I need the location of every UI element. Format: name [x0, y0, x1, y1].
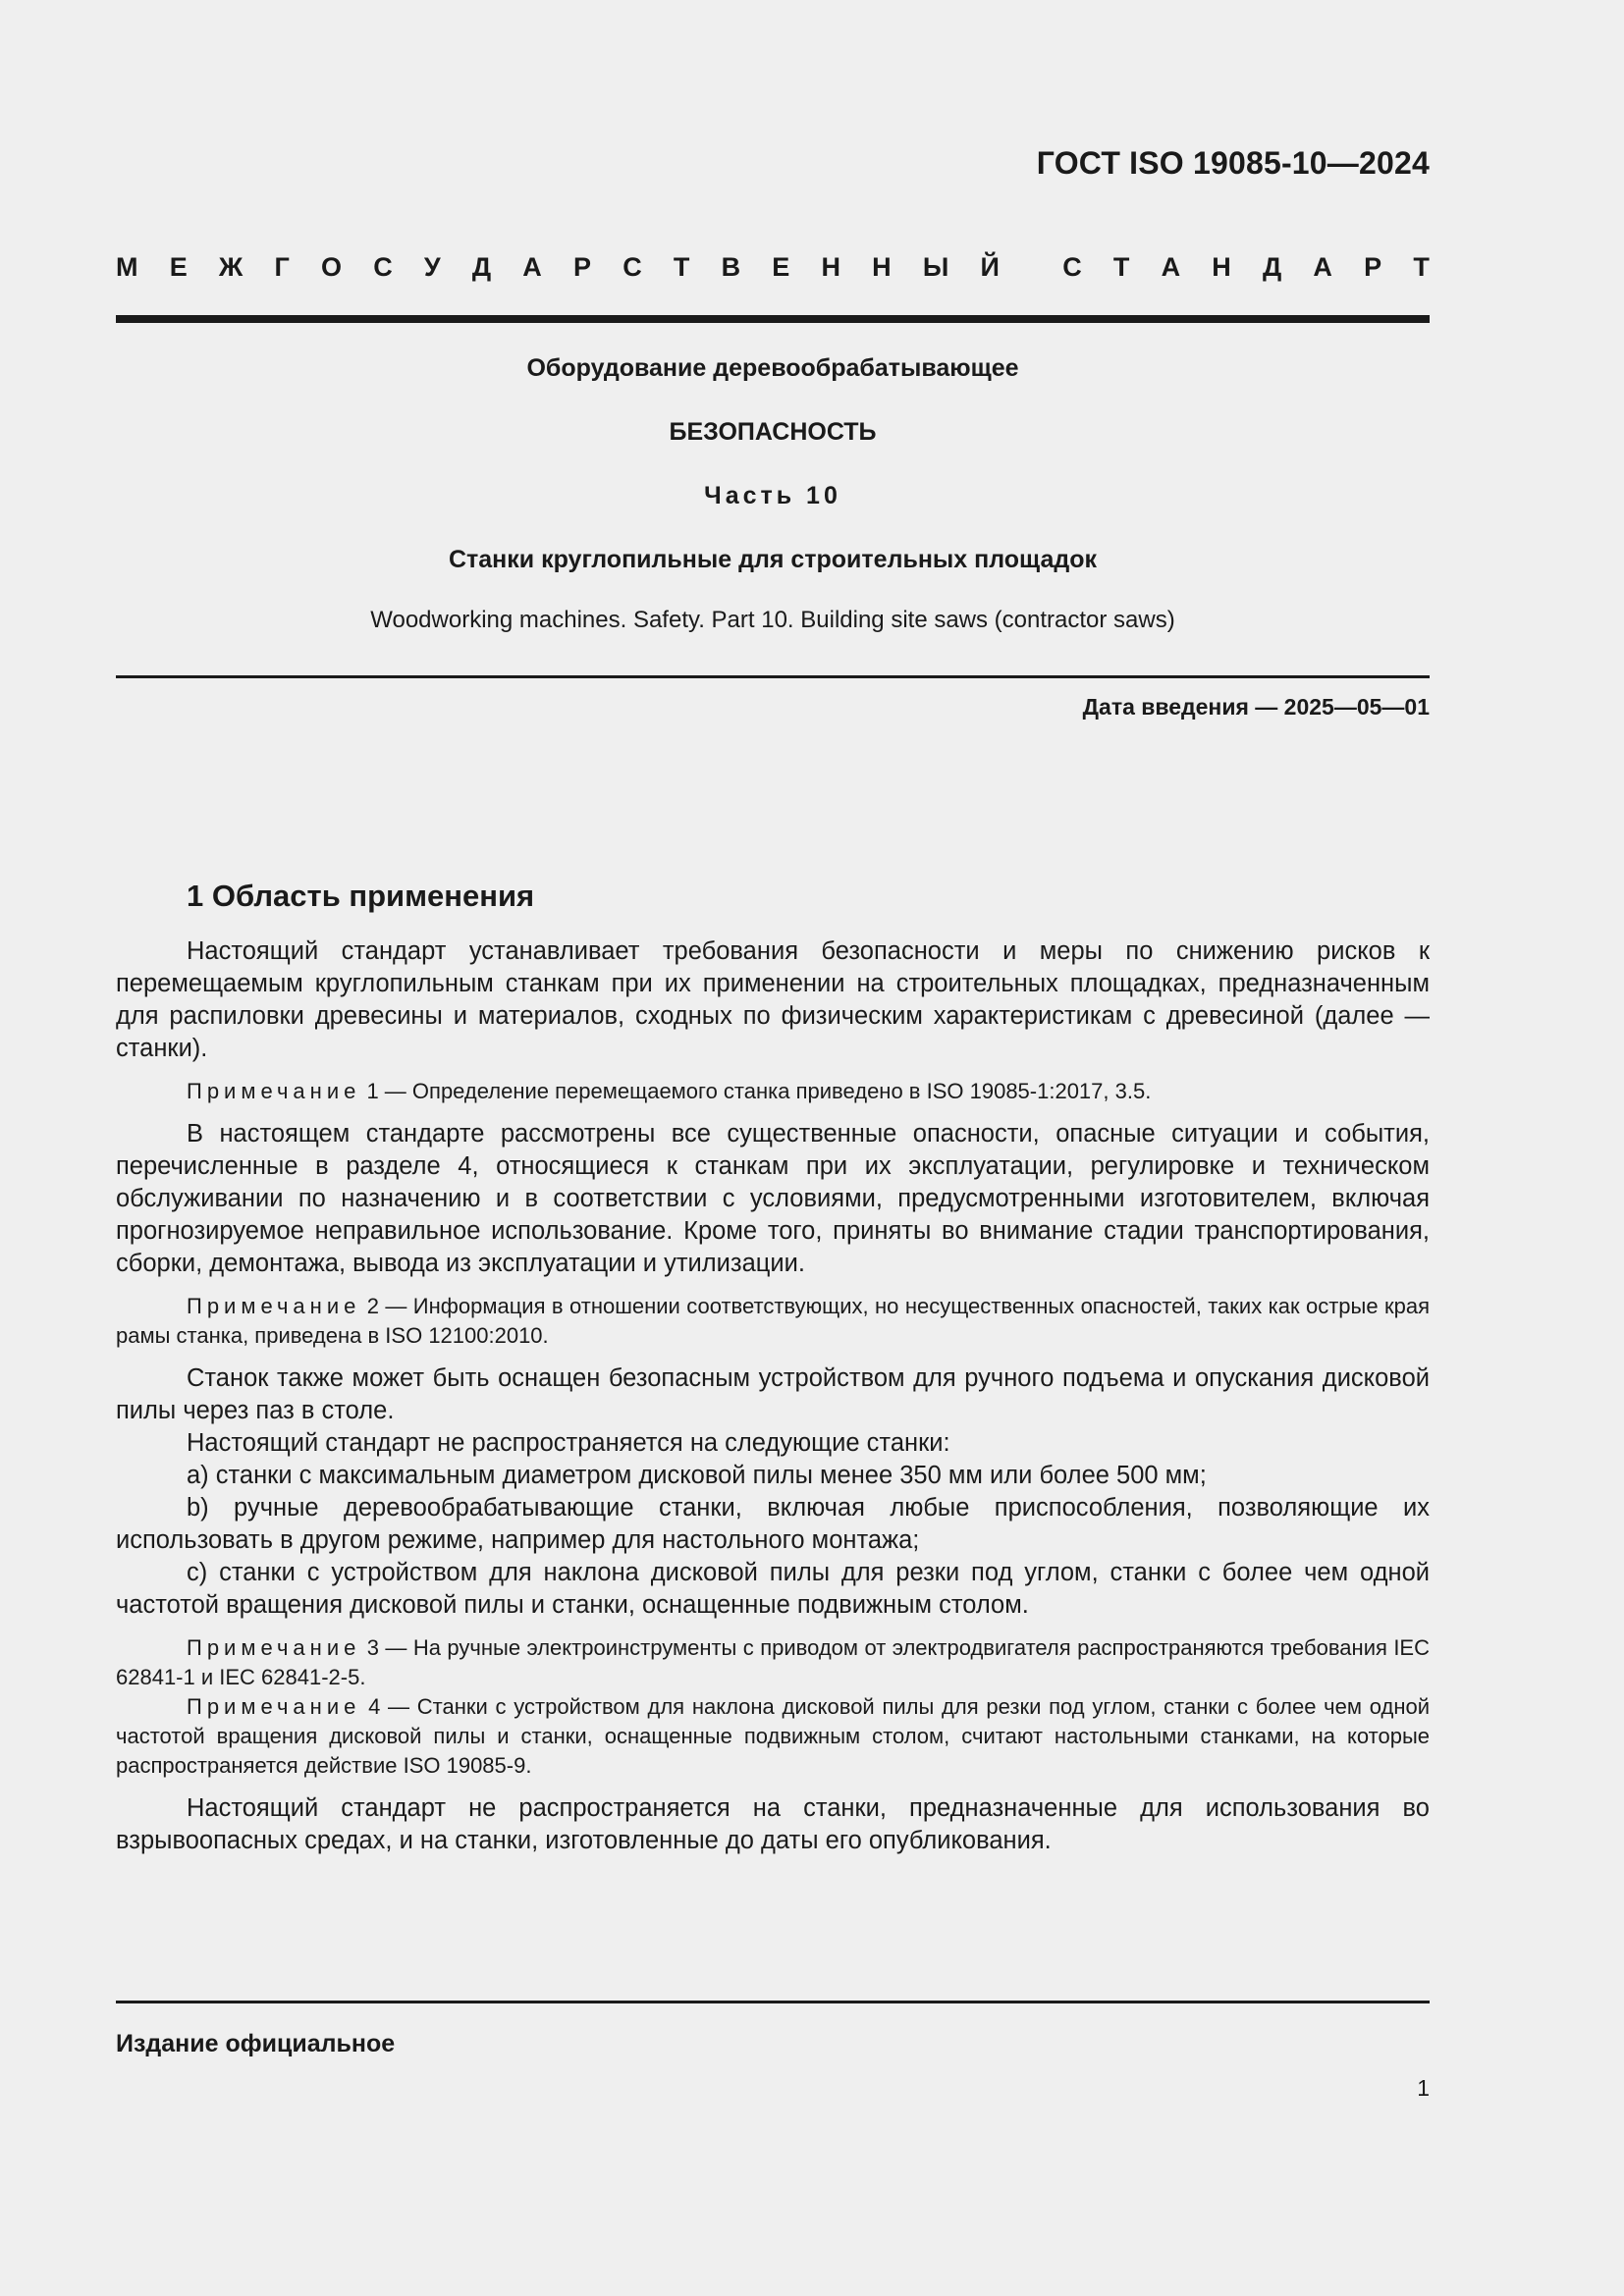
introduction-date: Дата введения — 2025—05—01 [1082, 694, 1430, 720]
title-line-4: Станки круглопильные для строительных площадок [448, 546, 1098, 573]
heading-letter: Е [169, 252, 188, 282]
heading-letter: Д [1262, 252, 1282, 282]
heading-letter: С [623, 252, 642, 282]
heading-letter: Т [1413, 252, 1430, 282]
header-divider [116, 315, 1430, 323]
footer-divider [116, 2001, 1430, 2003]
heading-letter: С [373, 252, 393, 282]
list-item: c) станки с устройством для наклона дисковой пилы для резки под углом, станки с более чем одной частотой вращения дисковой пилы и станки, оснащенные подвижным столом. [116, 1559, 1430, 1619]
note [116, 1077, 1430, 1106]
heading-letter: Н [872, 252, 892, 282]
heading-letter: А [1313, 252, 1332, 282]
note-text: 3 — На ручные электроинструменты с приводом от электродвигателя распространяются требования IEC 62841-1 и IEC 62841-2-5. [116, 1635, 1430, 1689]
heading-letter: А [1161, 252, 1181, 282]
section-body [116, 877, 1430, 1857]
note-label: Примечание [187, 1635, 361, 1660]
heading-letter: Р [572, 252, 591, 282]
title-line-1: Оборудование деревообрабатывающее [526, 354, 1019, 382]
note-text: 2 — Информация в отношении соответствующих, но несущественных опасностей, таких как острые края рамы станка, приведена в ISO 12100:2010. [116, 1294, 1430, 1348]
heading-letter: Г [274, 252, 290, 282]
paragraph: Станок также может быть оснащен безопасным устройством для ручного подъема и опускания дисковой пилы через паз в столе. [116, 1364, 1430, 1424]
edition-label: Издание официальное [116, 2030, 396, 2057]
heading-letter: У [423, 252, 441, 282]
title-part: Часть 10 [704, 482, 841, 509]
standard-number: ГОСТ ISO 19085-10—2024 [1036, 145, 1430, 181]
note [116, 1292, 1430, 1351]
heading-letter: М [116, 252, 138, 282]
note-label: Примечание [187, 1294, 361, 1318]
heading-letter: Т [673, 252, 690, 282]
heading-letter: Ы [922, 252, 949, 282]
note-label: Примечание [187, 1694, 361, 1719]
list-item: b) ручные деревообрабатывающие станки, включая любые приспособления, позволяющие их использовать в другом режиме, например для настольного монтажа; [116, 1494, 1430, 1554]
list-item: a) станки с максимальным диаметром дисковой пилы менее 350 мм или более 500 мм; [187, 1462, 1207, 1489]
heading-letter: Н [1212, 252, 1231, 282]
section-heading: 1 Область применения [187, 879, 535, 913]
page-number: 1 [1417, 2075, 1430, 2101]
heading-letter: Н [821, 252, 840, 282]
heading-letter: Ж [218, 252, 244, 282]
note [116, 1692, 1430, 1781]
heading-letter: Д [471, 252, 492, 282]
heading-letter: А [522, 252, 542, 282]
paragraph: Настоящий стандарт не распространяется на станки, предназначенные для использования во взрывоопасных средах, и на станки, изготовленные до даты его опубликования. [116, 1794, 1430, 1854]
note-text: 4 — Станки с устройством для наклона дисковой пилы для резки под углом, станки с более чем одной частотой вращения дисковой пилы и станки, оснащенные подвижным столом, считают настольными станками, на которые распространяется действие ISO 19085-9. [116, 1694, 1430, 1778]
heading-letter: В [721, 252, 741, 282]
note [116, 1633, 1430, 1692]
heading-letter: С [1062, 252, 1082, 282]
paragraph: Настоящий стандарт не распространяется на следующие станки: [187, 1429, 950, 1457]
title-english: Woodworking machines. Safety. Part 10. Building site saws (contractor saws) [370, 607, 1175, 633]
heading-letter: Й [980, 252, 1000, 282]
standard-type-heading [116, 252, 1430, 283]
heading-letter: О [320, 252, 342, 282]
note-label: Примечание [187, 1079, 361, 1103]
note-text: 1 — Определение перемещаемого станка приведено в ISO 19085-1:2017, 3.5. [360, 1079, 1152, 1103]
title-line-2: БЕЗОПАСНОСТЬ [669, 418, 877, 446]
paragraph: В настоящем стандарте рассмотрены все существенные опасности, опасные ситуации и события, перечисленные в разделе 4, относящиеся к станкам при их эксплуатации, регулировке и техническом обслуживании по назначению и в соответствии с условиями, предусмотренными изготовителем, включая прогнозируемое неправильное использование. Кроме того, приняты во внимание стадии транспортирования, сборки, демонтажа, вывода из эксплуатации и утилизации. [116, 1120, 1430, 1277]
heading-letter: Р [1364, 252, 1382, 282]
heading-letter: Е [772, 252, 790, 282]
heading-letter: Т [1112, 252, 1130, 282]
title-divider [116, 675, 1430, 678]
paragraph: Настоящий стандарт устанавливает требования безопасности и меры по снижению рисков к перемещаемым круглопильным станкам при их применении на строительных площадках, предназначенным для распиловки древесины и материалов, сходных по физическим характеристикам с древесиной (далее — станки). [116, 937, 1430, 1062]
